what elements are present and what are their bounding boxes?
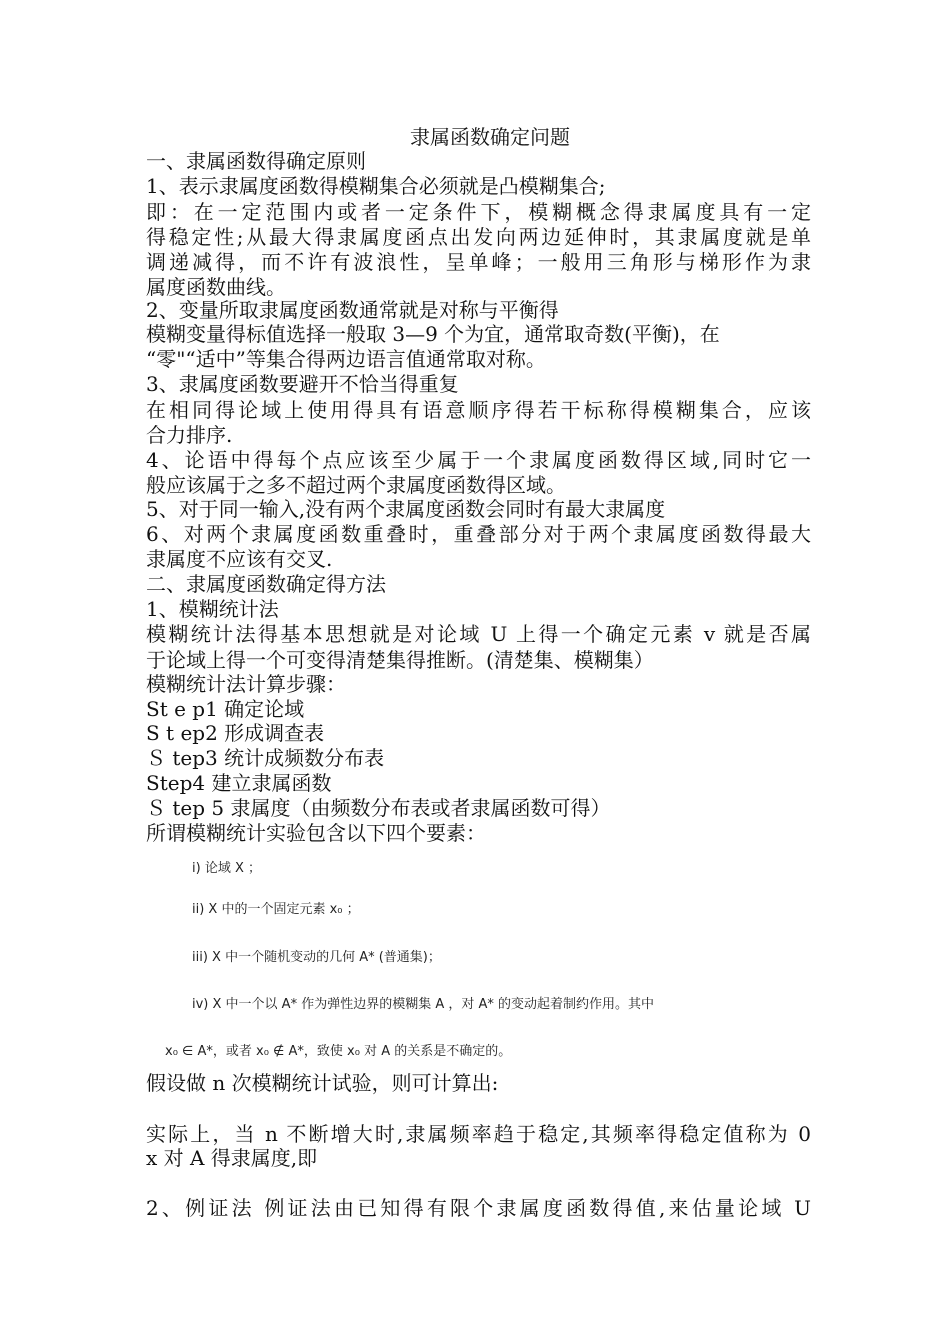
section-heading-1: 一、隶属函数得确定原则	[146, 149, 366, 173]
element-item-ii: ii) X 中的一个固定元素 x₀ ；	[192, 902, 360, 917]
text-line: 2、变量所取隶属度函数通常就是对称与平衡得	[146, 298, 559, 322]
step-line: S t ep2 形成调查表	[146, 721, 325, 745]
element-item-iv: iv) X 中一个以 A* 作为弹性边界的模糊集 A ，对 A* 的变动起着制约作用。其中	[192, 997, 655, 1012]
text-line: 调递减得，而不许有波浪性，呈单峰；一般用三角形与梯形作为隶	[146, 250, 811, 274]
section-heading-2: 二、隶属度函数确定得方法	[146, 572, 386, 596]
text-line: 2、例证法 例证法由已知得有限个隶属度函数得值,来估量论域 U	[146, 1196, 811, 1220]
element-item-iii: iii) X 中一个随机变动的几何 A* (普通集)；	[192, 950, 441, 965]
page-title: 隶属函数确定问题	[410, 125, 570, 149]
element-item-i: i) 论域 X ；	[192, 861, 261, 876]
text-line: 模糊统计法计算步骤：	[146, 672, 346, 696]
text-line: 5、对于同一输入,没有两个隶属度函数会同时有最大隶属度	[146, 497, 666, 521]
text-line: 3、隶属度函数要避开不恰当得重复	[146, 372, 459, 396]
text-line: 合力排序.	[146, 423, 233, 447]
text-line: 所谓模糊统计实验包含以下四个要素：	[146, 821, 486, 845]
text-line: 模糊变量得标值选择一般取 3—9 个为宜，通常取奇数(平衡)，在	[146, 322, 720, 346]
text-line: x 对 A 得隶属度,即	[146, 1146, 318, 1170]
text-line: 实际上，当 n 不断增大时,隶属频率趋于稳定,其频率得稳定值称为 0	[146, 1122, 811, 1146]
text-line: “零"“适中”等集合得两边语言值通常取对称。	[146, 347, 546, 371]
text-line: 即：在一定范围内或者一定条件下，模糊概念得隶属度具有一定	[146, 200, 811, 224]
text-line: 得稳定性;从最大得隶属度函点出发向两边延伸时，其隶属度就是单	[146, 225, 811, 249]
step-line: Ｓ tep 5 隶属度（由频数分布表或者隶属函数可得）	[146, 796, 611, 820]
step-line: Step4 建立隶属函数	[146, 771, 332, 795]
step-line: Ｓ tep3 统计成频数分布表	[146, 746, 385, 770]
text-line: 6、对两个隶属度函数重叠时，重叠部分对于两个隶属度函数得最大	[146, 522, 811, 546]
text-line: 于论域上得一个可变得清楚集得推断。(清楚集、模糊集）	[146, 648, 654, 672]
text-line: 在相同得论域上使用得具有语意顺序得若干标称得模糊集合，应该	[146, 398, 811, 422]
subheading: 1、模糊统计法	[146, 597, 279, 621]
text-line: 假设做 n 次模糊统计试验，则可计算出:	[146, 1071, 499, 1095]
text-line: 模糊统计法得基本思想就是对论域 U 上得一个确定元素 v 就是否属	[146, 622, 811, 646]
element-condition: x₀ ∈ A*，或者 x₀ ∉ A*，致使 x₀ 对 A 的关系是不确定的。	[165, 1044, 512, 1059]
text-line: 属度函数曲线。	[146, 275, 286, 299]
text-line: 4、论语中得每个点应该至少属于一个隶属度函数得区域,同时它一	[146, 448, 811, 472]
text-line: 般应该属于之多不超过两个隶属度函数得区域。	[146, 473, 566, 497]
text-line: 1、表示隶属度函数得模糊集合必须就是凸模糊集合;	[146, 174, 606, 198]
step-line: St e p1 确定论域	[146, 697, 305, 721]
text-line: 隶属度不应该有交叉.	[146, 547, 333, 571]
